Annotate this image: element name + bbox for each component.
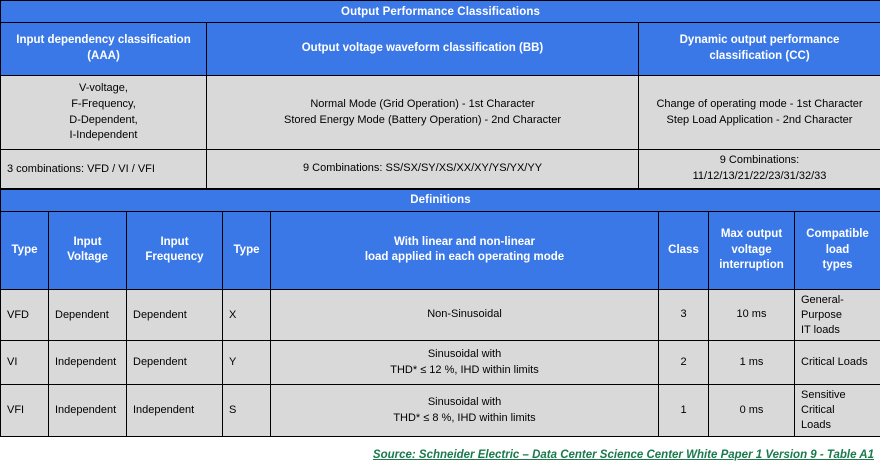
cell-type2: S xyxy=(223,385,271,437)
cell-waveform: Non-Sinusoidal xyxy=(271,289,659,341)
cell-interruption: 0 ms xyxy=(709,385,795,437)
table-header-row xyxy=(1,23,880,76)
cell-type1: VFI xyxy=(1,385,49,437)
cell-input-voltage: Independent xyxy=(49,385,127,437)
cell-type2: Y xyxy=(223,341,271,385)
cell-load-types: Sensitive Critical Loads xyxy=(795,385,880,437)
cell-input-frequency: Dependent xyxy=(127,289,223,341)
cell-type2: X xyxy=(223,289,271,341)
table-row xyxy=(1,385,880,437)
source-link[interactable]: Source: Schneider Electric – Data Center Science Center White Paper 1 Version 9 - Table A1 xyxy=(372,448,874,461)
table-combinations-row xyxy=(1,150,880,189)
combinations-input-dependency: 3 combinations: VFD / VI / VFI xyxy=(1,150,207,189)
combinations-output-voltage-waveform: 9 Combinations: SS/SX/SY/XS/XX/XY/YS/YX/YY xyxy=(207,150,639,189)
column-header-waveform: With linear and non-linear load applied in each operating mode xyxy=(271,211,659,289)
column-header-interruption: Max output voltage interruption xyxy=(709,211,795,289)
source-caption xyxy=(0,449,880,461)
header-output-voltage-waveform: Output voltage waveform classification (BB) xyxy=(207,23,639,76)
cell-class: 2 xyxy=(659,341,709,385)
column-header-input-voltage: Input Voltage xyxy=(49,211,127,289)
cell-input-voltage: Independent xyxy=(49,341,127,385)
table-row xyxy=(1,341,880,385)
cell-class: 1 xyxy=(659,385,709,437)
definitions-title: Definitions xyxy=(1,189,880,211)
cell-load-types: Critical Loads xyxy=(795,341,880,385)
cell-waveform: Sinusoidal with THD* ≤ 8 %, IHD within limits xyxy=(271,385,659,437)
column-header-type1: Type xyxy=(1,211,49,289)
header-dynamic-output-performance: Dynamic output performance classification (CC) xyxy=(639,23,880,76)
desc-input-dependency: V-voltage, F-Frequency, D-Dependent, I-Independent xyxy=(1,76,207,150)
cell-class: 3 xyxy=(659,289,709,341)
definitions-table xyxy=(0,189,880,437)
cell-waveform: Sinusoidal with THD* ≤ 12 %, IHD within limits xyxy=(271,341,659,385)
output-performance-title: Output Performance Classifications xyxy=(1,1,880,23)
column-header-load-types: Compatible load types xyxy=(795,211,880,289)
cell-input-frequency: Independent xyxy=(127,385,223,437)
column-header-input-frequency: Input Frequency xyxy=(127,211,223,289)
cell-input-voltage: Dependent xyxy=(49,289,127,341)
cell-interruption: 10 ms xyxy=(709,289,795,341)
output-performance-classifications-table xyxy=(0,0,880,189)
desc-dynamic-output-performance: Change of operating mode - 1st Character Step Load Application - 2nd Character xyxy=(639,76,880,150)
column-header-type2: Type xyxy=(223,211,271,289)
table-description-row xyxy=(1,76,880,150)
cell-load-types: General-Purpose IT loads xyxy=(795,289,880,341)
table-band-row xyxy=(1,1,880,23)
desc-output-voltage-waveform: Normal Mode (Grid Operation) - 1st Character Stored Energy Mode (Battery Operation) - 2nd Character xyxy=(207,76,639,150)
table-row xyxy=(1,289,880,341)
column-header-class: Class xyxy=(659,211,709,289)
definitions-band-row xyxy=(1,189,880,211)
definitions-header-row xyxy=(1,211,880,289)
cell-interruption: 1 ms xyxy=(709,341,795,385)
cell-type1: VFD xyxy=(1,289,49,341)
header-input-dependency: Input dependency classification (AAA) xyxy=(1,23,207,76)
cell-input-frequency: Dependent xyxy=(127,341,223,385)
cell-type1: VI xyxy=(1,341,49,385)
combinations-dynamic-output-performance: 9 Combinations: 11/12/13/21/22/23/31/32/33 xyxy=(639,150,880,189)
